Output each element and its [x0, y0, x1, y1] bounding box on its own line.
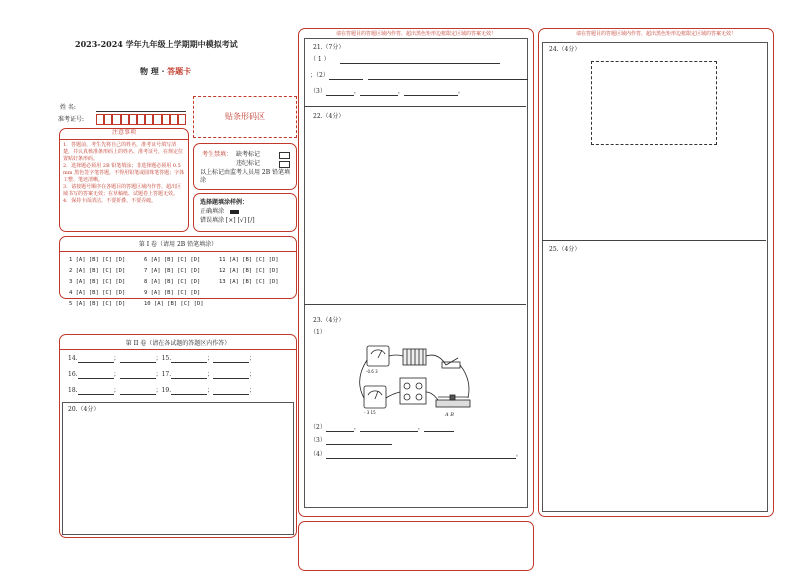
battery-icon: [403, 349, 426, 365]
part2-box: [59, 334, 297, 538]
q16-blank-1[interactable]: [78, 371, 114, 379]
q23-part1-label: （1）: [310, 329, 326, 336]
right-warning: 请在答题目的答题区域内作答，超出黑色矩形边框限定区域的答案无效！: [575, 31, 736, 37]
part2-divider: [60, 349, 296, 350]
mc-row[interactable]: 11 [A] [B] [C] [D]: [219, 257, 279, 263]
q17-blank-1[interactable]: [171, 371, 207, 379]
mc-row[interactable]: 8 [A] [B] [C] [D]: [144, 279, 201, 285]
q23-blank-5[interactable]: [326, 451, 516, 459]
q23-label: 23.（4分）: [313, 317, 345, 324]
fill-sample-box: [193, 193, 297, 232]
violation-label: 违纪标记: [236, 160, 261, 167]
q14-blank-1[interactable]: [78, 355, 114, 363]
mc-row[interactable]: 6 [A] [B] [C] [D]: [144, 257, 201, 263]
mc-row[interactable]: 2 [A] [B] [C] [D]: [69, 268, 126, 274]
notice-item: 1．答题前，考生先将自己的姓名，准考证号填写清楚，并认真核准条形码上的姓名、准考证号，在规定位置贴好条形码。: [63, 142, 184, 162]
exam-mark-box: [193, 143, 297, 190]
q17-blank-2[interactable]: [213, 371, 249, 379]
q16-blank-2[interactable]: [120, 371, 156, 379]
q23-blank-2[interactable]: [360, 424, 418, 432]
absent-checkbox[interactable]: [279, 152, 290, 159]
q21-blank-3[interactable]: [368, 72, 528, 80]
page-title: 2023-2024 学年九年级上学期期中模拟考试: [75, 39, 238, 49]
voltmeter-icon: [364, 386, 386, 408]
absent-label: 缺考标记: [236, 151, 261, 158]
q23-part3-line: （3）: [310, 437, 392, 445]
q21-blank-4[interactable]: [326, 88, 354, 96]
q22-label: 22.（4分）: [313, 113, 345, 120]
fill-correct-label: 正确填涂: [200, 208, 225, 215]
notice-title: 注意事项: [60, 129, 188, 140]
notice-item: 3．请按题号顺序在各题目的答题区域内作答，超出区域书写的答案无效；在草稿纸、试题卷上答题无效。: [63, 184, 182, 197]
rheostat-ab-label: A B: [445, 412, 454, 418]
exam-number-boxes[interactable]: [96, 114, 186, 125]
subject-label: 物 理 ·: [140, 66, 168, 76]
q21-line2: ；（2）: [310, 72, 528, 80]
q22-divider: [304, 304, 526, 305]
filled-sample-mark: [230, 210, 239, 214]
mc-row[interactable]: 9 [A] [B] [C] [D]: [144, 290, 201, 296]
q20-answer-area[interactable]: [62, 402, 294, 535]
part1-title: 第 I 卷（请用 2B 铅笔填涂）: [138, 241, 218, 248]
q24-figure-area[interactable]: [591, 61, 717, 145]
q21-blank-2[interactable]: [329, 72, 363, 80]
q19-blank-2[interactable]: [213, 387, 249, 395]
notice-item: 2．选择题必须用 2B 铅笔填涂；非选择题必须用 0.5 mm 黑色签字笔答题，不得用铅笔或圆珠笔答题；字体工整、笔迹清晰。: [63, 163, 185, 183]
q21-blank-5[interactable]: [360, 88, 398, 96]
q21-label: 21.（7分）: [313, 44, 345, 51]
voltmeter-scale-label: - 3 15: [364, 410, 376, 415]
q21-blank-6[interactable]: [404, 88, 458, 96]
notice-list: [60, 140, 188, 207]
fill-wrong-label: 错误填涂 [×] [√] [/]: [200, 217, 255, 224]
subject-line: [140, 66, 191, 77]
notice-item: 4．保持卡面清洁，不要折叠、不要弄破。: [63, 198, 157, 204]
mc-row[interactable]: 7 [A] [B] [C] [D]: [144, 268, 201, 274]
mc-row[interactable]: 4 [A] [B] [C] [D]: [69, 290, 126, 296]
q18-blank-2[interactable]: [120, 387, 156, 395]
notice-box: [59, 128, 189, 232]
q23-part2-line: （2） ， ，: [310, 424, 454, 432]
ammeter-icon: [367, 346, 389, 366]
q14-blank-2[interactable]: [120, 355, 156, 363]
exam-mark-note: 以上标记由监考人员用 2B 铅笔填涂: [200, 169, 291, 184]
part2-title: 第 II 卷（请在各试题的答题区内作答）: [125, 340, 231, 347]
q23-part4-line: （4） 。: [310, 451, 522, 458]
barcode-area: [193, 96, 297, 138]
name-label: 姓 名:: [60, 104, 76, 111]
q21-line3: （3） ， ， 。: [310, 88, 464, 95]
q20-label: 20.（4分）: [68, 406, 100, 413]
mc-row[interactable]: 10 [A] [B] [C] [D]: [144, 301, 204, 307]
q23-blank-4[interactable]: [326, 437, 392, 445]
q14-line: 14. ； ；15. ； ；: [68, 355, 256, 362]
mc-row[interactable]: 3 [A] [B] [C] [D]: [69, 279, 126, 285]
q24-label: 24.（4分）: [549, 46, 581, 53]
exam-mark-label: 考生禁填：: [202, 151, 233, 158]
answer-card-label: 答题卡: [167, 66, 192, 76]
q18-line: 18. ； ；19. ； ；: [68, 387, 256, 394]
q18-blank-1[interactable]: [78, 387, 114, 395]
q24-divider: [542, 240, 766, 241]
q19-blank-1[interactable]: [171, 387, 207, 395]
q16-line: 16. ； ；17. ； ；: [68, 371, 256, 378]
mc-row[interactable]: 13 [A] [B] [C] [D]: [219, 279, 279, 285]
q21-line1: （ 1 ）: [310, 56, 500, 64]
exam-number-label: 准考证号:: [58, 116, 85, 123]
mc-row[interactable]: 1 [A] [B] [C] [D]: [69, 257, 126, 263]
part1-divider: [60, 251, 296, 252]
q21-blank-1[interactable]: [340, 56, 500, 64]
ammeter-scale-label: -0.6 3: [366, 369, 378, 374]
middle-warning: 请在答题目的答题区域内作答，超出黑色矩形边框限定区域的答案无效！: [335, 31, 496, 37]
violation-checkbox[interactable]: [279, 161, 290, 168]
circuit-diagram: [350, 340, 475, 420]
mc-row[interactable]: 12 [A] [B] [C] [D]: [219, 268, 279, 274]
resistance-box-icon: [400, 378, 426, 404]
q15-blank-2[interactable]: [213, 355, 249, 363]
name-field[interactable]: [96, 111, 186, 112]
q23-blank-3[interactable]: [424, 424, 454, 432]
q21-divider: [304, 106, 526, 107]
rheostat-icon: [436, 400, 470, 407]
q25-label: 25.（4分）: [549, 246, 581, 253]
mc-row[interactable]: 5 [A] [B] [C] [D]: [69, 301, 126, 307]
middle-next-area: [298, 521, 534, 571]
q23-blank-1[interactable]: [326, 424, 354, 432]
fill-sample-title: 选择题填涂样例：: [200, 199, 249, 206]
q15-blank-1[interactable]: [171, 355, 207, 363]
part1-box: [59, 236, 297, 307]
barcode-label: 贴条形码区: [225, 112, 265, 121]
